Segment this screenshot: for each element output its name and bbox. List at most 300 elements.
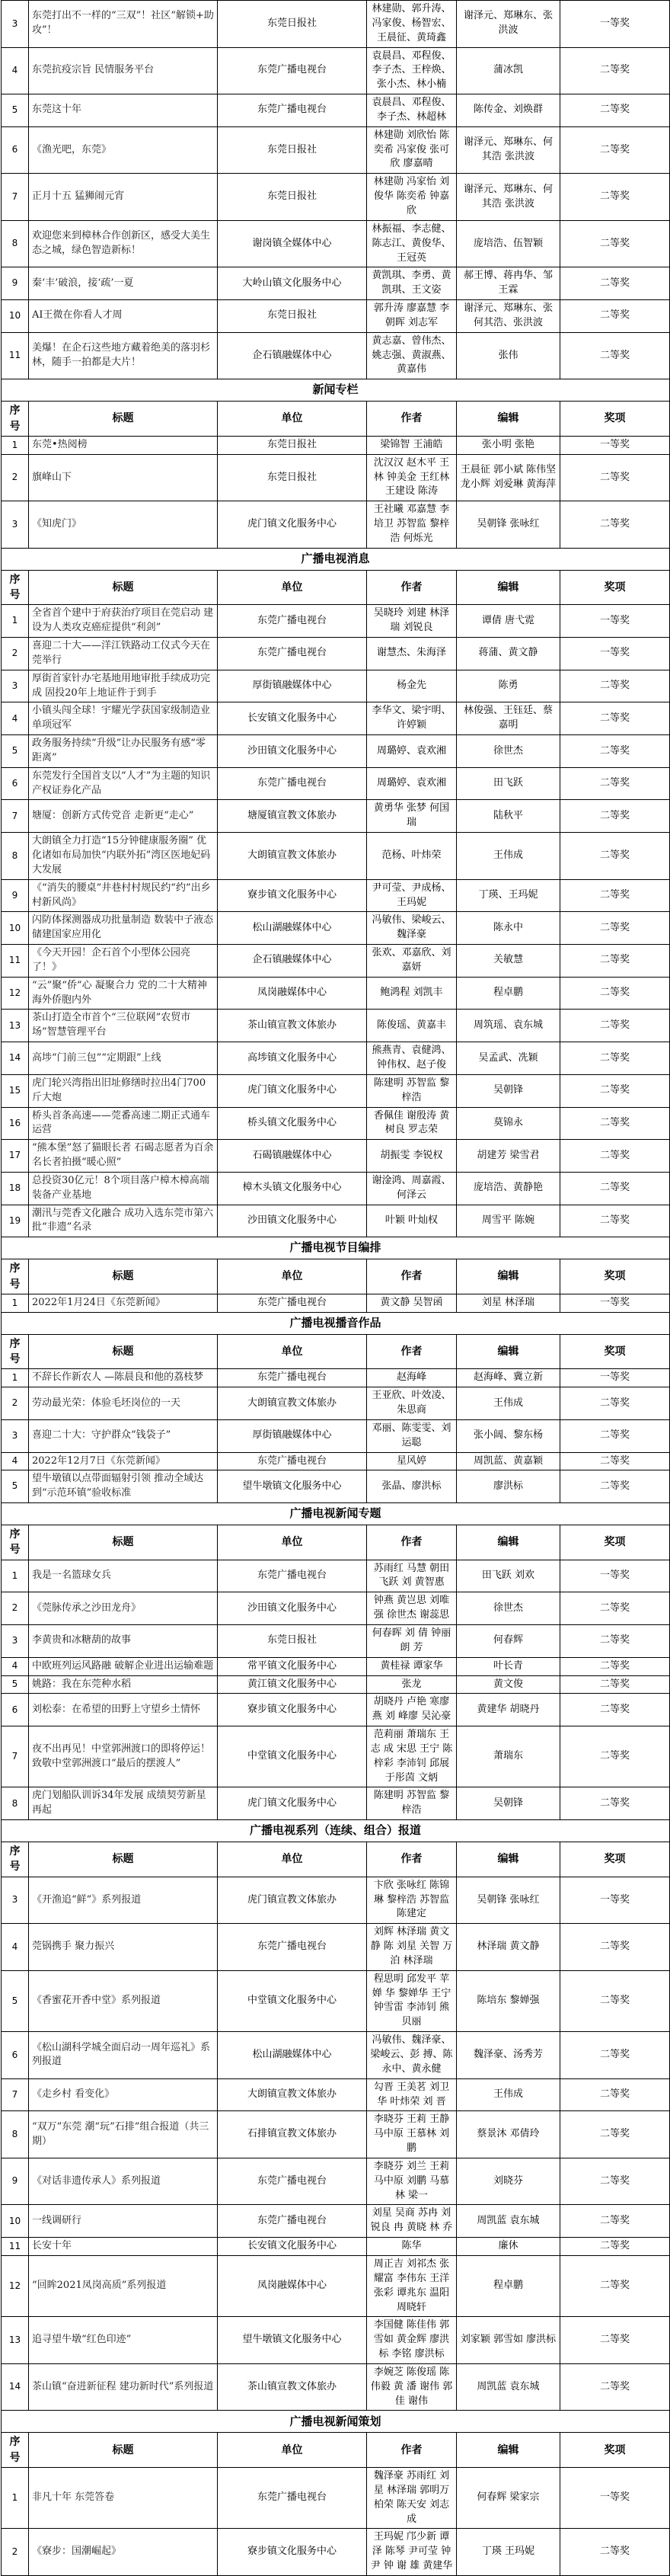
award-cell: 二等奖 [560, 1205, 670, 1237]
award-cell: 二等奖 [560, 1970, 670, 2031]
table-row [2, 1387, 670, 1420]
award-cell: 二等奖 [560, 1452, 670, 1470]
section-heading: 广播电视新闻专题 [2, 1503, 670, 1525]
unit-cell: 塘厦镇宣教文体旅办 [218, 800, 367, 833]
editor-cell: 萧瑞东 [457, 1726, 560, 1787]
award-cell: 二等奖 [560, 1625, 670, 1658]
title-cell: 劳动最光荣：体验毛坯岗位的一天 [29, 1387, 218, 1420]
editor-cell: 庞培浩、伍智颖 [457, 220, 560, 267]
author-cell: 陈华 [367, 2238, 457, 2256]
seq-cell: 8 [2, 2111, 29, 2158]
column-header-row [2, 570, 670, 605]
seq-cell: 19 [2, 1205, 29, 1237]
column-header-author: 作者 [367, 2433, 457, 2468]
seq-cell: 2 [2, 1592, 29, 1625]
title-cell: 全省首个建中于府获治疗项目在莞启动 建设为人类攻克癌症提供“利剑” [29, 605, 218, 638]
author-cell: 刘辉 林泽瑞 黄文静 陈 刘星 关智 万泊 林泽瑞 [367, 1924, 457, 1971]
table-row [2, 1369, 670, 1387]
editor-cell: 谭倩 唐弋霓 [457, 605, 560, 638]
editor-cell: 刘星 林泽瑞 [457, 1294, 560, 1312]
table-row [2, 300, 670, 333]
column-header-author: 作者 [367, 1525, 457, 1560]
editor-cell: 谢泽元、郑琳东、何其浩 张洪波 [457, 126, 560, 174]
unit-cell: 厚街镇融媒体中心 [218, 1419, 367, 1452]
unit-cell: 寮步镇文化服务中心 [218, 879, 367, 912]
author-cell: 香佩佳 谢殷涛 黄树良 罗志荣 [367, 1107, 457, 1140]
seq-cell: 1 [2, 436, 29, 454]
awards-table-body [2, 1, 670, 2576]
title-cell: “双万”东莞 潮“玩”石排”组合报道（共三期） [29, 2111, 218, 2158]
award-cell: 二等奖 [560, 2111, 670, 2158]
unit-cell: 茶山镇宣教文体旅办 [218, 1010, 367, 1042]
seq-cell: 2 [2, 2529, 29, 2576]
author-cell: 鲍鸿程 刘凯丰 [367, 977, 457, 1010]
award-cell: 二等奖 [560, 220, 670, 267]
table-row [2, 735, 670, 768]
title-cell: 正月十五 猛狮闹元宵 [29, 174, 218, 221]
seq-cell: 4 [2, 702, 29, 735]
award-cell: 二等奖 [560, 1074, 670, 1107]
award-cell: 二等奖 [560, 332, 670, 379]
column-header-title: 标题 [29, 2433, 218, 2468]
award-cell: 二等奖 [560, 1675, 670, 1694]
unit-cell: 凤岗融媒体中心 [218, 977, 367, 1010]
author-cell: 陈建明 苏智监 黎梓浩 [367, 1787, 457, 1820]
seq-cell: 3 [2, 1625, 29, 1658]
award-cell: 一等奖 [560, 1, 670, 48]
editor-cell: 王伟成 [457, 1387, 560, 1420]
editor-cell: 魏泽豪、汤秀芳 [457, 2032, 560, 2079]
editor-cell: 刘家颖 郭雪如 廖洪标 [457, 2317, 560, 2364]
award-cell: 二等奖 [560, 977, 670, 1010]
author-cell: 王亚欣、叶效凌、朱思商 [367, 1387, 457, 1420]
author-cell: 苏雨红 马慧 朝田飞跃 刘 黄智惠 [367, 1560, 457, 1592]
table-row [2, 2468, 670, 2529]
column-header-author: 作者 [367, 1334, 457, 1369]
seq-cell: 8 [2, 833, 29, 880]
seq-cell: 14 [2, 2363, 29, 2411]
unit-cell: 东莞广播电视台 [218, 1294, 367, 1312]
award-cell: 二等奖 [560, 1694, 670, 1726]
title-cell: 茶山打造全市首个“三位联网”农贸市场”智慧管理平台 [29, 1010, 218, 1042]
table-row [2, 1924, 670, 1971]
title-cell: 秦‘丰’破浪，接‘疏’一夏 [29, 267, 218, 300]
column-header-award: 奖项 [560, 402, 670, 437]
title-cell: 厚街首家针办宅基地用地审批手续成功完成 固投20年上地证件于到手 [29, 670, 218, 702]
author-cell: 熊燕青、袁健鸿、钟伟权、赵子俊 [367, 1042, 457, 1075]
award-cell: 二等奖 [560, 2205, 670, 2238]
seq-cell: 6 [2, 767, 29, 800]
title-cell: “云”聚“侨”心 凝聚合力 党的二十大精神海外侨胞内外 [29, 977, 218, 1010]
table-row [2, 767, 670, 800]
column-header-seq: 序号 [2, 1259, 29, 1294]
unit-cell: 虎门镇文化服务中心 [218, 1074, 367, 1107]
author-cell: 刘星 吴商 苏冉 刘 锐良 冉 黄晓 林 乔 [367, 2205, 457, 2238]
author-cell: 李婉芝 陈俊瑶 陈伟毅 黄 潘 谢伟 郭佳 谢伟 [367, 2363, 457, 2411]
table-row [2, 1452, 670, 1470]
table-row [2, 2111, 670, 2158]
editor-cell: 陆秋平 [457, 800, 560, 833]
section-heading: 广播电视播音作品 [2, 1312, 670, 1334]
title-cell: 我是一名篮球女兵 [29, 1560, 218, 1592]
seq-cell: 1 [2, 1294, 29, 1312]
unit-cell: 石碣镇融媒体中心 [218, 1140, 367, 1173]
title-cell: 喜迎二十大——洋江铁路动工仪式今天在莞举行 [29, 638, 218, 670]
table-row [2, 879, 670, 912]
award-cell: 一等奖 [560, 436, 670, 454]
seq-cell: 14 [2, 1042, 29, 1075]
column-header-seq: 序号 [2, 402, 29, 437]
seq-cell: 11 [2, 2238, 29, 2256]
seq-cell: 4 [2, 1924, 29, 1971]
unit-cell: 东莞广播电视台 [218, 767, 367, 800]
seq-cell: 5 [2, 1970, 29, 2031]
title-cell: 姚路：我在东莞种水稻 [29, 1675, 218, 1694]
author-cell: 林建勋 刘欣怡 陈奕希 冯家俊 张可欣 廖嘉晴 [367, 126, 457, 174]
title-cell: 东莞•热阅榜 [29, 436, 218, 454]
editor-cell: 王伟成 [457, 833, 560, 880]
title-cell: 东莞打出不一样的“三双”！社区“解锁+助攻”！ [29, 1, 218, 48]
table-row [2, 1726, 670, 1787]
seq-cell: 5 [2, 94, 29, 127]
table-row [2, 2205, 670, 2238]
editor-cell: 张小阔、黎东杨 [457, 1419, 560, 1452]
author-cell: 吴晓玲 刘建 林泽瑞 刘锐良 [367, 605, 457, 638]
unit-cell: 东莞日报社 [218, 1, 367, 48]
author-cell: 陈建明 苏智监 黎梓浩 [367, 1074, 457, 1107]
column-header-author: 作者 [367, 1259, 457, 1294]
title-cell: 追寻望牛墩“红色印迹” [29, 2317, 218, 2364]
title-cell: 桥头首条高速——莞番高速二期正式通车运营 [29, 1107, 218, 1140]
seq-cell: 11 [2, 332, 29, 379]
table-row [2, 1657, 670, 1675]
award-cell: 二等奖 [560, 501, 670, 549]
award-cell: 二等奖 [560, 1419, 670, 1452]
author-cell: 尹可莹、尹成杨、王玛妮 [367, 879, 457, 912]
title-cell: 《渔光吧，东莞》 [29, 126, 218, 174]
editor-cell: 林泽瑞 黄文静 [457, 1924, 560, 1971]
table-row [2, 1294, 670, 1312]
title-cell: 东莞抗疫宗旨 民情服务平台 [29, 47, 218, 94]
editor-cell: 林俊强、王钰廷、蔡嘉明 [457, 702, 560, 735]
award-cell: 二等奖 [560, 2529, 670, 2576]
seq-cell: 8 [2, 220, 29, 267]
table-row [2, 1074, 670, 1107]
unit-cell: 东莞广播电视台 [218, 2205, 367, 2238]
seq-cell: 9 [2, 267, 29, 300]
unit-cell: 虎门镇文化服务中心 [218, 501, 367, 549]
table-row [2, 436, 670, 454]
title-cell: 东莞这十年 [29, 94, 218, 127]
table-row [2, 1172, 670, 1205]
table-row [2, 1694, 670, 1726]
title-cell: 茶山镇“奋进新征程 建功新时代”系列报道 [29, 2363, 218, 2411]
author-cell: 张欢、邓嘉欣、刘嘉妍 [367, 945, 457, 978]
award-cell: 二等奖 [560, 2317, 670, 2364]
seq-cell: 6 [2, 1694, 29, 1726]
title-cell: 莞锅携手 聚力振兴 [29, 1924, 218, 1971]
seq-cell: 5 [2, 1470, 29, 1503]
section-heading: 广播电视新闻策划 [2, 2411, 670, 2433]
table-row [2, 977, 670, 1010]
editor-cell: 蒋蒲、黄文静 [457, 638, 560, 670]
title-cell: 李黄贵和冰糖葫的故事 [29, 1625, 218, 1658]
seq-cell: 1 [2, 605, 29, 638]
table-row [2, 332, 670, 379]
author-cell: 魏泽豪 苏雨红 刘星 林泽瑞 郭明万柏荣 陈天安 刘志成 [367, 2468, 457, 2529]
unit-cell: 企石镇融媒体中心 [218, 945, 367, 978]
title-cell: 潮汛与莞香文化融合 成功入选东莞市第六批“非遗”名录 [29, 1205, 218, 1237]
seq-cell: 18 [2, 1172, 29, 1205]
award-cell: 二等奖 [560, 2363, 670, 2411]
seq-cell: 12 [2, 977, 29, 1010]
editor-cell: 张小明 张艳 [457, 436, 560, 454]
editor-cell: 吴朝锋 [457, 1074, 560, 1107]
seq-cell: 11 [2, 945, 29, 978]
column-header-unit: 单位 [218, 1259, 367, 1294]
award-cell: 二等奖 [560, 945, 670, 978]
author-cell: 张晶、廖洪标 [367, 1470, 457, 1503]
column-header-award: 奖项 [560, 2433, 670, 2468]
author-cell: 周璐婷、袁欢湘 [367, 735, 457, 768]
editor-cell: 胡建芳 梁雪君 [457, 1140, 560, 1173]
unit-cell: 东莞广播电视台 [218, 1924, 367, 1971]
column-header-title: 标题 [29, 402, 218, 437]
editor-cell: 田飞跃 刘欢 [457, 1560, 560, 1592]
award-cell: 二等奖 [560, 94, 670, 127]
author-cell: 袁晨昌、邓程俊、李子杰、林超林 [367, 94, 457, 127]
award-cell: 二等奖 [560, 702, 670, 735]
author-cell: 胡振雯 李锐权 [367, 1140, 457, 1173]
author-cell: 郭升涛 廖嘉慧 李朝晖 刘志军 [367, 300, 457, 333]
table-row [2, 1675, 670, 1694]
column-header-editor: 编辑 [457, 402, 560, 437]
column-header-award: 奖项 [560, 1525, 670, 1560]
seq-cell: 2 [2, 1387, 29, 1420]
seq-cell: 15 [2, 1074, 29, 1107]
editor-cell: 庞培浩、黄静艳 [457, 1172, 560, 1205]
section-heading-row [2, 2411, 670, 2433]
author-cell: 沈汉汉 赵木平 王林 钟美金 王红林 王建设 陈涛 [367, 454, 457, 501]
column-header-title: 标题 [29, 570, 218, 605]
unit-cell: 樟木头镇文化服务中心 [218, 1172, 367, 1205]
unit-cell: 中堂镇文化服务中心 [218, 1726, 367, 1787]
editor-cell: 谢泽元、郑琳东、张何其浩、张洪波 [457, 300, 560, 333]
title-cell: 虎门轮兴湾指出旧址修缮时拉出4门700斤大炮 [29, 1074, 218, 1107]
unit-cell: 东莞日报社 [218, 300, 367, 333]
unit-cell: 东莞广播电视台 [218, 1452, 367, 1470]
section-heading-row [2, 1820, 670, 1842]
seq-cell: 9 [2, 879, 29, 912]
author-cell: 袁晨昌、邓程俊、李子杰、王梓焕、张小杰、林小楠 [367, 47, 457, 94]
author-cell: 叶颖 叶灿权 [367, 1205, 457, 1237]
editor-cell: 吴孟武、冼颖 [457, 1042, 560, 1075]
author-cell: 黄勇华 张梦 何国瑞 [367, 800, 457, 833]
table-row [2, 126, 670, 174]
column-header-unit: 单位 [218, 1525, 367, 1560]
award-cell: 二等奖 [560, 1042, 670, 1075]
section-heading-row [2, 1237, 670, 1259]
seq-cell: 4 [2, 47, 29, 94]
unit-cell: 东莞广播电视台 [218, 638, 367, 670]
unit-cell: 高埗镇文化服务中心 [218, 1042, 367, 1075]
table-row [2, 1625, 670, 1658]
table-row [2, 702, 670, 735]
author-cell: 黄志嘉、曾伟杰、姚志强、黄淑燕、黄嘉伟 [367, 332, 457, 379]
author-cell: 邓丽、陈雯雯、刘运聪 [367, 1419, 457, 1452]
editor-cell: 蒲冰凯 [457, 47, 560, 94]
table-row [2, 2238, 670, 2256]
section-heading: 广播电视消息 [2, 548, 670, 570]
column-header-author: 作者 [367, 402, 457, 437]
author-cell: 梁锦智 王浦皓 [367, 436, 457, 454]
unit-cell: 东莞广播电视台 [218, 2468, 367, 2529]
table-row [2, 2363, 670, 2411]
award-cell: 二等奖 [560, 267, 670, 300]
column-header-title: 标题 [29, 1842, 218, 1877]
author-cell: 李晓芬 刘兰 王莉 马中原 刘鹏 马慕林 梁一 [367, 2158, 457, 2205]
awards-list-page [1, 0, 669, 2576]
table-row [2, 2529, 670, 2576]
column-header-row [2, 1525, 670, 1560]
author-cell: 周正吉 刘祁杰 张耀富 李伟东 王洋 张彩 谭兆东 温阳 周晓轩 [367, 2255, 457, 2316]
table-row [2, 1877, 670, 1924]
seq-cell: 13 [2, 2317, 29, 2364]
editor-cell: 张伟 [457, 332, 560, 379]
seq-cell: 3 [2, 1, 29, 48]
editor-cell: 赵海峰、冀立新 [457, 1369, 560, 1387]
author-cell: 张龙 [367, 1675, 457, 1694]
unit-cell: 东莞广播电视台 [218, 1560, 367, 1592]
award-cell: 二等奖 [560, 2078, 670, 2111]
author-cell: 范杨、叶炜荣 [367, 833, 457, 880]
unit-cell: 东莞日报社 [218, 1625, 367, 1658]
seq-cell: 9 [2, 2158, 29, 2205]
seq-cell: 7 [2, 1726, 29, 1787]
unit-cell: 中堂镇文化服务中心 [218, 1970, 367, 2031]
title-cell: 《寮步：国潮崛起》 [29, 2529, 218, 2576]
column-header-seq: 序号 [2, 2433, 29, 2468]
table-row [2, 220, 670, 267]
unit-cell: 东莞日报社 [218, 174, 367, 221]
author-cell: 王社曦 邓嘉慧 李培卫 苏智监 黎梓浩 何烁光 [367, 501, 457, 549]
unit-cell: 寮步镇文化服务中心 [218, 2529, 367, 2576]
editor-cell: 陈培东 黎婵强 [457, 1970, 560, 2031]
title-cell: 东莞发行全国首支以“人才”为主题的知识产权证券化产品 [29, 767, 218, 800]
title-cell: 旗峰山下 [29, 454, 218, 501]
editor-cell: 谢泽元、郑琳东、何其浩 张洪波 [457, 174, 560, 221]
award-cell: 一等奖 [560, 1369, 670, 1387]
title-cell: 政务服务持续“升级”让办民服务有感“零距离” [29, 735, 218, 768]
title-cell: 《开渔追“鲜”》系列报道 [29, 1877, 218, 1924]
unit-cell: 企石镇融媒体中心 [218, 332, 367, 379]
table-row [2, 1010, 670, 1042]
unit-cell: 东莞日报社 [218, 436, 367, 454]
author-cell: 胡晓丹 卢艳 寒廖 燕 刘 峰廖 吴沁豪 [367, 1694, 457, 1726]
awards-table [1, 0, 670, 2576]
award-cell: 一等奖 [560, 605, 670, 638]
section-heading-row [2, 379, 670, 402]
seq-cell: 5 [2, 1675, 29, 1694]
section-heading-row [2, 548, 670, 570]
author-cell: 谢淦鸿、周嘉霞、何泽云 [367, 1172, 457, 1205]
section-heading-row [2, 1312, 670, 1334]
award-cell: 二等奖 [560, 800, 670, 833]
title-cell: 总投资30亿元！8个项目落户樟木樟高端装备产业基地 [29, 1172, 218, 1205]
editor-cell: 周筑瑶、袁东城 [457, 1010, 560, 1042]
author-cell: 谢慧杰、朱海泽 [367, 638, 457, 670]
unit-cell: 东莞日报社 [218, 126, 367, 174]
author-cell: 黄文静 吴智函 [367, 1294, 457, 1312]
award-cell: 一等奖 [560, 1877, 670, 1924]
award-cell: 一等奖 [560, 638, 670, 670]
seq-cell: 17 [2, 1140, 29, 1173]
seq-cell: 3 [2, 1877, 29, 1924]
seq-cell: 10 [2, 300, 29, 333]
column-header-row [2, 1334, 670, 1369]
table-row [2, 670, 670, 702]
editor-cell: 陈永中 [457, 912, 560, 945]
unit-cell: 厚街镇融媒体中心 [218, 670, 367, 702]
column-header-unit: 单位 [218, 570, 367, 605]
author-cell: 林建勋 冯家怡 刘俊华 陈奕希 钟嘉欣 [367, 174, 457, 221]
editor-cell: 周雪平 陈婉 [457, 1205, 560, 1237]
title-cell: 《今天开园！企石首个小型体公园亮了！》 [29, 945, 218, 978]
unit-cell: 大朗镇宣教文体旅办 [218, 2078, 367, 2111]
seq-cell: 6 [2, 2032, 29, 2079]
title-cell: 美爆！在企石这些地方藏着绝美的落羽杉林，随手一拍都是大片！ [29, 332, 218, 379]
column-header-seq: 序号 [2, 1842, 29, 1877]
table-row [2, 605, 670, 638]
title-cell: AI王微在你看人才周 [29, 300, 218, 333]
column-header-seq: 序号 [2, 1525, 29, 1560]
title-cell: 望牛墩镇以点带面辐射引领 推动全域达到“示范环镇”验收标准 [29, 1470, 218, 1503]
editor-cell: 田飞跃 [457, 767, 560, 800]
award-cell: 一等奖 [560, 1560, 670, 1592]
title-cell: 《“消失的腰桌”井巷村村规民约“约”出乡村新风尚》 [29, 879, 218, 912]
unit-cell: 沙田镇文化服务中心 [218, 735, 367, 768]
editor-cell: 徐世杰 [457, 735, 560, 768]
author-cell: 程思明 邱发平 苹婵 华 黎婵华 王宁 钟雪雷 李沛钊 熊贝丽 [367, 1970, 457, 2031]
author-cell: 李国健 陈佳伟 郭雪如 黄金辉 廖洪标 李铭 廖洪标 [367, 2317, 457, 2364]
author-cell: 冯敏伟、魏泽豪、梁峻云、彭 搏、陈永中、黄永健 [367, 2032, 457, 2079]
seq-cell: 1 [2, 1560, 29, 1592]
award-cell: 二等奖 [560, 126, 670, 174]
author-cell: 陈俊瑶、黄嘉丰 [367, 1010, 457, 1042]
unit-cell: 沙田镇文化服务中心 [218, 1592, 367, 1625]
title-cell: 闪防体探测器成功批量制造 数装中子液态储建国家应用化 [29, 912, 218, 945]
table-row [2, 638, 670, 670]
column-header-seq: 序号 [2, 1334, 29, 1369]
seq-cell: 16 [2, 1107, 29, 1140]
award-cell: 二等奖 [560, 2158, 670, 2205]
unit-cell: 谢岗镇全媒体中心 [218, 220, 367, 267]
table-row [2, 174, 670, 221]
table-row [2, 1140, 670, 1173]
award-cell: 二等奖 [560, 1010, 670, 1042]
title-cell: 《对话非遗传承人》系列报道 [29, 2158, 218, 2205]
column-header-unit: 单位 [218, 1842, 367, 1877]
unit-cell: 寮步镇文化服务中心 [218, 1694, 367, 1726]
editor-cell: 程卓鹏 [457, 2255, 560, 2316]
award-cell: 二等奖 [560, 1107, 670, 1140]
seq-cell: 3 [2, 1419, 29, 1452]
unit-cell: 东莞广播电视台 [218, 605, 367, 638]
seq-cell: 1 [2, 1369, 29, 1387]
seq-cell: 8 [2, 1787, 29, 1820]
editor-cell: 陈传金、刘焕群 [457, 94, 560, 127]
section-heading: 广播电视系列（连续、组合）报道 [2, 1820, 670, 1842]
